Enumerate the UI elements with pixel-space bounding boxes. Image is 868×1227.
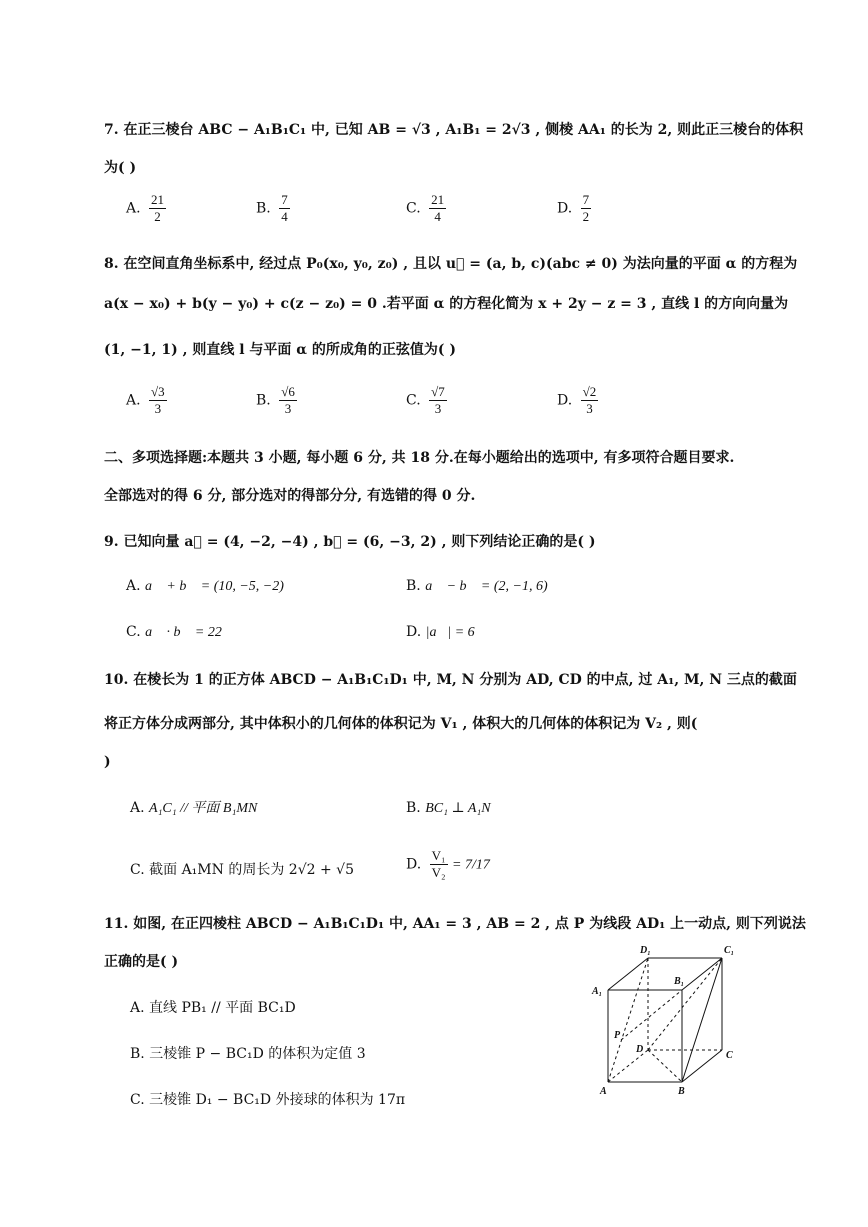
- q8-line3: (1, −1, 1) , 则直线 l 与平面 α 的所成角的正弦值为( ): [104, 342, 457, 358]
- option-label: C.: [130, 862, 145, 878]
- edge-DC1: [648, 958, 722, 1050]
- option-fraction: $\frac{7}{4}$: [281, 192, 288, 224]
- q11-line2: 正确的是( ): [104, 954, 179, 970]
- option-text: 三棱锥 D₁ − BC₁D 外接球的体积为 17π: [149, 1092, 406, 1108]
- label-D1: D₁: [640, 945, 651, 956]
- label-C1: C₁: [724, 945, 735, 956]
- option-label: D.: [406, 856, 422, 873]
- option-fraction: $\frac{21}{2}$: [151, 192, 165, 224]
- q7-line1: 7. 在正三棱台 ABC − A₁B₁C₁ 中, 已知 AB = √3 , A₁B₁ = 2√3 , 侧棱 AA₁ 的长为 2, 则此正三棱台的体积: [104, 122, 804, 138]
- option-label: C.: [126, 624, 141, 640]
- section2-line1: 二、多项选择题:本题共 3 小题, 每小题 6 分, 共 18 分.在每小题给出的选项中, 有多项符合题目要求.: [104, 450, 735, 466]
- q9-option-b[interactable]: [406, 576, 548, 597]
- q11-line1: 11. 如图, 在正四棱柱 ABCD − A₁B₁C₁D₁ 中, AA₁ = 3 , AB = 2 , 点 P 为线段 AD₁ 上一动点, 则下列说法: [104, 916, 806, 932]
- q7-option-b[interactable]: [256, 192, 290, 225]
- edge-AD1: [608, 958, 648, 1082]
- option-label: B.: [406, 800, 421, 816]
- q10-option-b[interactable]: [406, 798, 491, 819]
- label-A1: A₁: [592, 986, 603, 997]
- option-label: B.: [256, 200, 271, 217]
- q10-option-d[interactable]: [406, 848, 490, 881]
- option-label: D.: [557, 392, 573, 409]
- q7-option-d[interactable]: [557, 192, 591, 225]
- q8-option-d[interactable]: [557, 384, 598, 417]
- q10-line2: 将正方体分成两部分, 其中体积小的几何体的体积记为 V₁ , 体积大的几何体的体积记为 V₂ , 则(: [104, 716, 698, 732]
- q10-option-c[interactable]: [130, 860, 354, 880]
- q8-line2: a(x − x₀) + b(y − y₀) + c(z − z₀) = 0 .若平面 α 的方程化简为 x + 2y − z = 3 , 直线 l 的方向向量为: [104, 296, 789, 312]
- option-label: A.: [126, 578, 141, 594]
- option-text: A₁C₁ // 平面 B₁MN: [149, 801, 258, 816]
- edge-DB: [648, 1050, 682, 1082]
- option-text: 直线 PB₁ // 平面 BC₁D: [149, 1000, 296, 1016]
- q10-line1: 10. 在棱长为 1 的正方体 ABCD − A₁B₁C₁D₁ 中, M, N 分别为 AD, CD 的中点, 过 A₁, M, N 三点的截面: [104, 672, 797, 688]
- option-text: 三棱锥 P − BC₁D 的体积为定值 3: [149, 1046, 366, 1062]
- label-B: B: [678, 1086, 685, 1097]
- label-C: C: [726, 1050, 733, 1061]
- option-fraction: $\frac{√3}{3}$: [151, 384, 165, 416]
- q7-option-a[interactable]: [126, 192, 166, 225]
- q11-option-b[interactable]: [130, 1044, 366, 1064]
- option-fraction: $\frac{\text{V₁}}{\text{V₂}}$: [431, 848, 446, 880]
- option-label: A.: [126, 200, 141, 217]
- edge-PB1: [621, 990, 682, 1040]
- option-label: C.: [406, 392, 421, 409]
- q8-line1: 8. 在空间直角坐标系中, 经过点 P₀(x₀, y₀, z₀) , 且以 u⃗ = (a, b, c)(abc ≠ 0) 为法向量的平面 α 的方程为: [104, 256, 798, 272]
- option-label: A.: [126, 392, 141, 409]
- option-label: B.: [130, 1046, 145, 1062]
- q9-option-c[interactable]: [126, 622, 222, 643]
- option-label: A.: [130, 800, 145, 816]
- option-text: = 7/17: [452, 857, 490, 873]
- label-P: P: [614, 1030, 621, 1041]
- edge-A1D1: [608, 958, 648, 990]
- q9-line1: 9. 已知向量 a⃗ = (4, −2, −4) , b⃗ = (6, −3, 2) , 则下列结论正确的是( ): [104, 534, 596, 550]
- q11-option-c[interactable]: [130, 1090, 405, 1110]
- section2-line2: 全部选对的得 6 分, 部分选对的得部分分, 有选错的得 0 分.: [104, 488, 476, 504]
- q7-line2: 为( ): [104, 160, 137, 176]
- q10-option-a[interactable]: [130, 798, 257, 819]
- option-label: B.: [406, 578, 421, 594]
- option-fraction: $\frac{√6}{3}$: [281, 384, 295, 416]
- q9-option-a[interactable]: [126, 576, 284, 597]
- prism-figure: [590, 940, 750, 1100]
- option-fraction: $\frac{21}{4}$: [431, 192, 445, 224]
- option-label: A.: [130, 1000, 145, 1016]
- option-text: BC₁ ⊥ A₁N: [425, 801, 491, 816]
- option-label: D.: [557, 200, 573, 217]
- option-fraction: $\frac{√2}{3}$: [582, 384, 597, 416]
- option-label: B.: [256, 392, 271, 409]
- edge-B1C1: [682, 958, 722, 990]
- option-label: C.: [130, 1092, 145, 1108]
- q11-option-a[interactable]: [130, 998, 296, 1018]
- option-text: a⃗ − b⃗ = (2, −1, 6): [425, 579, 548, 594]
- option-fraction: $\frac{√7}{3}$: [431, 384, 445, 416]
- label-A: A: [600, 1086, 607, 1097]
- option-label: C.: [406, 200, 421, 217]
- option-text: |a⃗| = 6: [425, 625, 475, 640]
- label-D: D: [636, 1044, 644, 1055]
- option-text: a⃗ + b⃗ = (10, −5, −2): [145, 579, 284, 594]
- q7-option-c[interactable]: [406, 192, 446, 225]
- q9-option-d[interactable]: [406, 622, 475, 643]
- q10-line3: ): [104, 754, 111, 770]
- option-text: 截面 A₁MN 的周长为 2√2 + √5: [149, 862, 354, 878]
- option-label: D.: [406, 624, 422, 640]
- option-text: a⃗ · b⃗ = 22: [145, 625, 222, 640]
- edge-BC1: [682, 958, 722, 1082]
- q8-option-a[interactable]: [126, 384, 167, 417]
- edge-BC: [682, 1050, 722, 1082]
- option-fraction: $\frac{7}{2}$: [582, 192, 590, 224]
- label-B1: B₁: [674, 976, 685, 987]
- q8-option-b[interactable]: [256, 384, 297, 417]
- q8-option-c[interactable]: [406, 384, 447, 417]
